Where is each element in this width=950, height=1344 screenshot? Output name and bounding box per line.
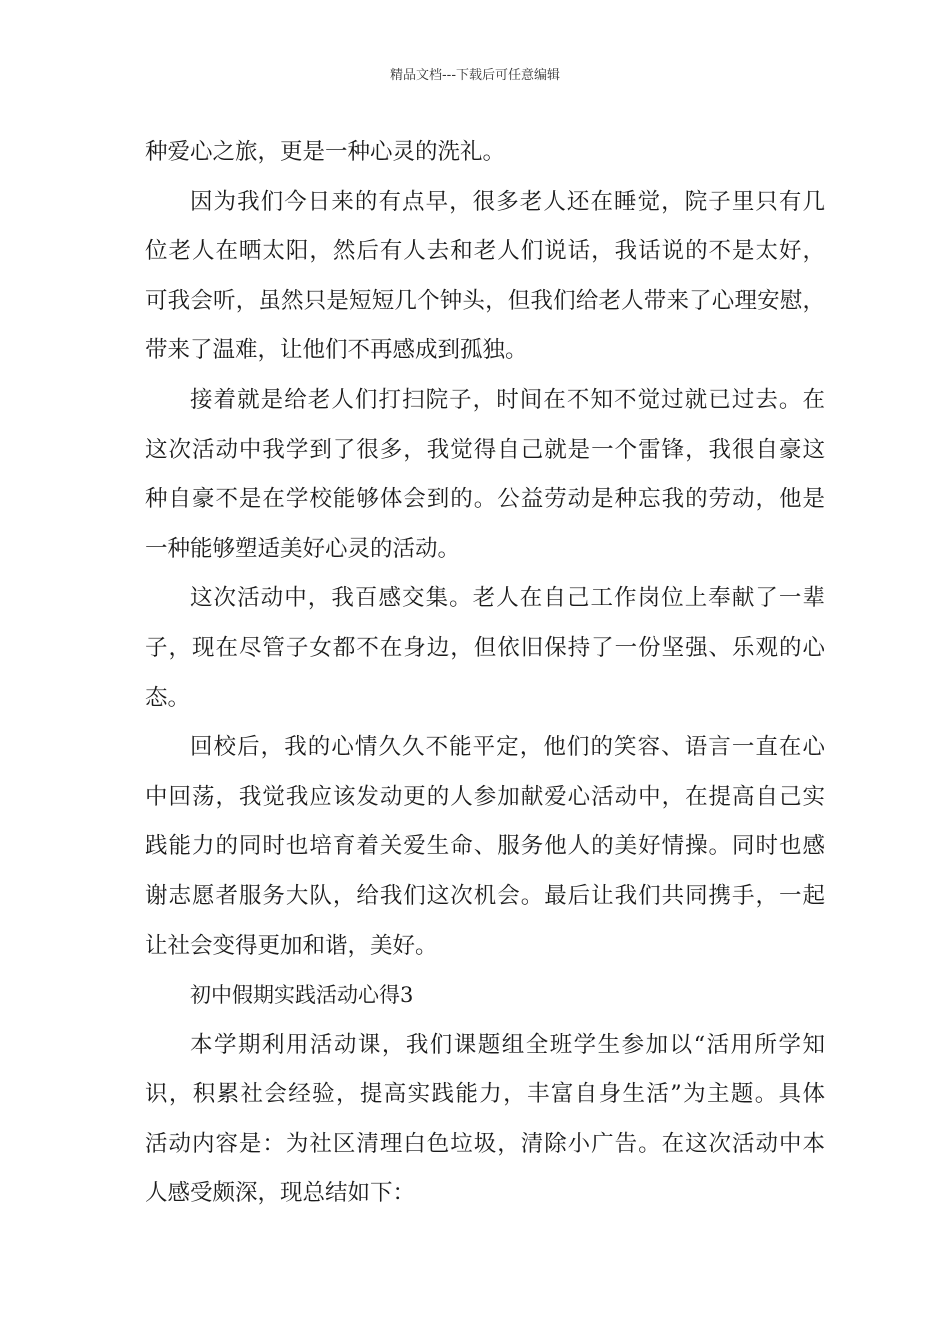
text-line: 这次活动中，我百感交集。老人在自己工作岗位上奉献了一辈	[190, 585, 825, 612]
text-line: 可我会听，虽然只是短短几个钟头，但我们给老人带来了心理安慰，	[145, 287, 825, 314]
text-line: 子，现在尽管子女都不在身边，但依旧保持了一份坚强、乐观的心	[145, 634, 825, 661]
text-line: 谢志愿者服务大队，给我们这次机会。最后让我们共同携手，一起	[145, 882, 825, 909]
text-line: 接着就是给老人们打扫院子，时间在不知不觉过就已过去。在	[190, 386, 825, 413]
text-line: 一种能够塑适美好心灵的活动。	[145, 535, 461, 562]
text-line: 态。	[145, 684, 191, 711]
text-line: 本学期利用活动课，我们课题组全班学生参加以“活用所学知	[190, 1031, 825, 1058]
text-line: 回校后，我的心情久久不能平定，他们的笑容、语言一直在心	[190, 734, 825, 761]
text-line: 践能力的同时也培育着关爱生命、服务他人的美好情操。同时也感	[145, 833, 825, 860]
text-line: 中回荡，我觉我应该发动更的人参加献爱心活动中，在提高自己实	[145, 783, 825, 810]
text-line: 带来了温难，让他们不再感成到孤独。	[145, 337, 528, 364]
text-line: 这次活动中我学到了很多，我觉得自己就是一个雷锋，我很自豪这	[145, 436, 825, 463]
document-body	[145, 128, 825, 1219]
text-line: 识，积累社会经验，提高实践能力，丰富自身生活”为主题。具体	[145, 1081, 825, 1108]
text-line: 因为我们今日来的有点早，很多老人还在睡觉，院子里只有几	[190, 188, 825, 215]
text-line: 人感受颇深，现总结如下：	[145, 1180, 416, 1207]
page-header: 精品文档---下载后可任意编辑	[389, 68, 561, 83]
section-heading: 初中假期实践活动心得3	[190, 983, 414, 1008]
text-line: 位老人在晒太阳，然后有人去和老人们说话，我话说的不是太好，	[145, 238, 825, 265]
text-line: 让社会变得更加和谐，美好。	[145, 932, 438, 959]
text-line: 种自豪不是在学校能够体会到的。公益劳动是种忘我的劳动，他是	[145, 486, 825, 513]
text-line: 活动内容是：为社区清理白色垃圾，清除小广告。在这次活动中本	[145, 1130, 825, 1157]
text-line: 种爱心之旅，更是一种心灵的洗礼。	[145, 139, 506, 165]
